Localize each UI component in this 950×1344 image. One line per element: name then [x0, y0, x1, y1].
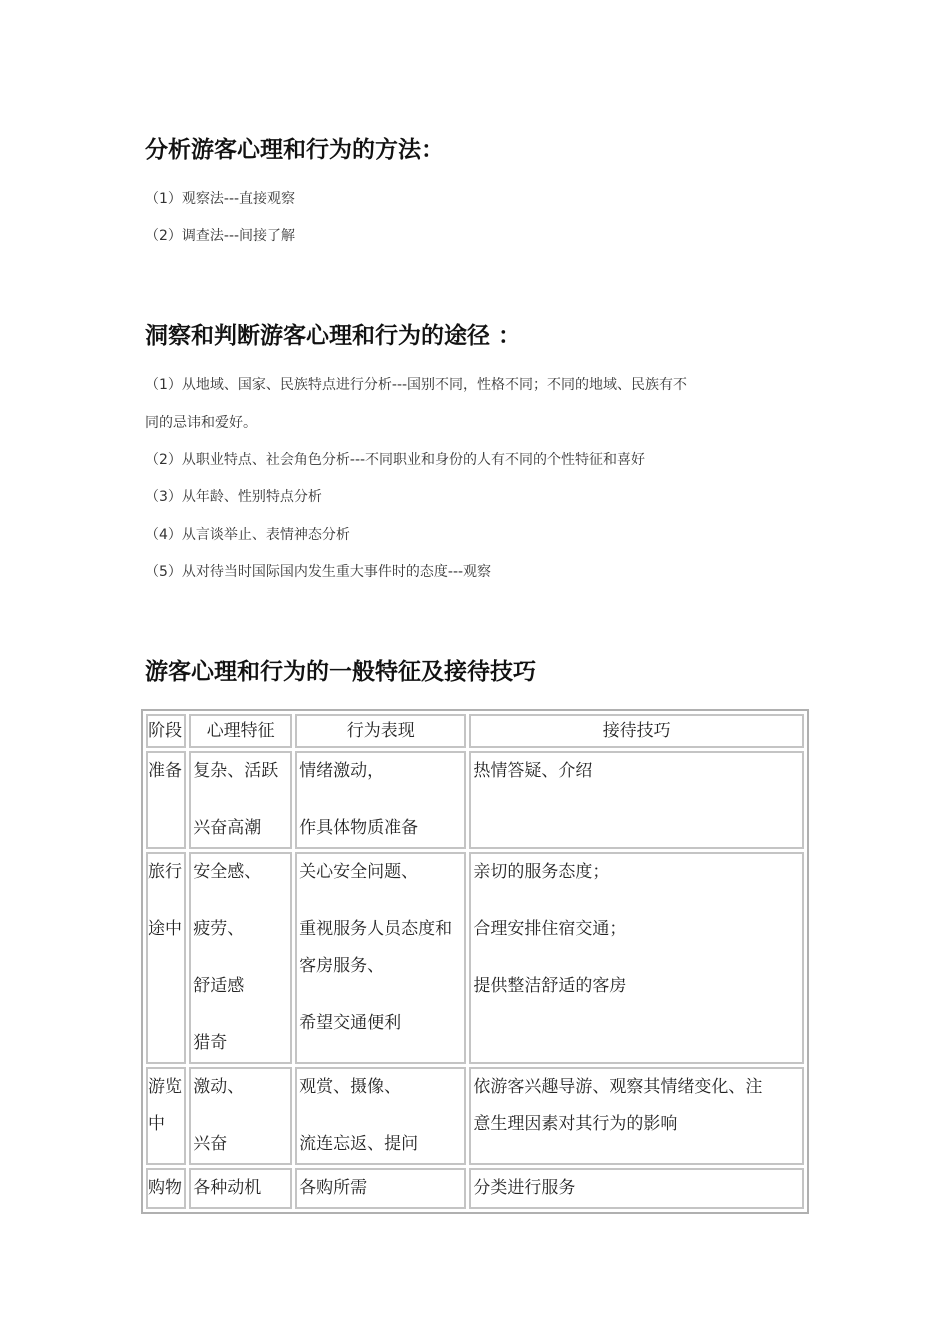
approach-item-1a: （1）从地域、国家、民族特点进行分析---国别不同，性格不同；不同的地域、民族有不	[145, 377, 688, 393]
section-title-characteristics: 游客心理和行为的一般特征及接待技巧	[145, 659, 536, 685]
stage-text: 游览	[148, 1077, 182, 1097]
behavior-text: 客房服务、	[299, 956, 385, 976]
approach-item-4: （4）从言谈举止、表情神态分析	[145, 527, 350, 543]
stage-cell	[146, 751, 186, 849]
psychology-cell	[189, 1067, 292, 1165]
approach-item-5: （5）从对待当时国际国内发生重大事件时的态度---观察	[145, 564, 492, 580]
technique-text: 依游客兴趣导游、观察其情绪变化、注	[473, 1077, 763, 1097]
technique-cell	[469, 751, 804, 849]
stage-text: 途中	[148, 919, 182, 939]
psychology-text: 激动、	[193, 1077, 245, 1097]
table-row	[146, 852, 804, 1064]
psychology-text: 舒适感	[193, 976, 245, 996]
behavior-text: 各购所需	[299, 1178, 368, 1198]
table-row	[146, 1067, 804, 1165]
behavior-cell	[295, 751, 466, 849]
psychology-text: 复杂、活跃	[193, 761, 279, 781]
technique-cell	[469, 1168, 804, 1209]
psychology-text: 兴奋	[193, 1134, 228, 1154]
psychology-text: 各种动机	[193, 1178, 262, 1198]
behavior-text: 作具体物质准备	[299, 818, 419, 838]
psychology-cell	[189, 1168, 292, 1209]
technique-text: 合理安排住宿交通；	[473, 919, 627, 939]
psychology-text: 兴奋高潮	[193, 818, 262, 838]
behavior-cell	[295, 852, 466, 1064]
psychology-cell	[189, 852, 292, 1064]
behavior-text: 关心安全问题、	[299, 862, 419, 882]
technique-text: 亲切的服务态度；	[473, 862, 610, 882]
table-row	[146, 751, 804, 849]
behavior-text: 观赏、摄像、	[299, 1077, 402, 1097]
stage-cell	[146, 1067, 186, 1165]
technique-text: 分类进行服务	[473, 1178, 576, 1198]
method-item-1: （1）观察法---直接观察	[145, 191, 296, 207]
header-stage: 阶段	[146, 714, 186, 748]
technique-cell	[469, 852, 804, 1064]
behavior-cell	[295, 1168, 466, 1209]
method-item-2: （2）调查法---间接了解	[145, 228, 296, 244]
behavior-text: 希望交通便利	[299, 1013, 402, 1033]
table-row	[146, 1168, 804, 1209]
behavior-text: 重视服务人员态度和	[299, 919, 453, 939]
characteristics-table	[141, 709, 809, 1214]
behavior-text: 流连忘返、提问	[299, 1134, 419, 1154]
approach-item-1b: 同的忌讳和爱好。	[145, 415, 257, 431]
section-title-approaches: 洞察和判断游客心理和行为的途径 ：	[145, 323, 522, 349]
stage-text: 购物	[148, 1178, 182, 1198]
psychology-cell	[189, 751, 292, 849]
stage-text: 准备	[148, 761, 182, 781]
stage-cell	[146, 1168, 186, 1209]
approach-item-3: （3）从年龄、性别特点分析	[145, 489, 322, 505]
technique-text: 提供整洁舒适的客房	[473, 976, 627, 996]
technique-cell	[469, 1067, 804, 1165]
stage-text: 中	[148, 1114, 165, 1134]
psychology-text: 安全感、	[193, 862, 262, 882]
header-behavior: 行为表现	[295, 714, 466, 748]
stage-cell	[146, 852, 186, 1064]
approach-item-2: （2）从职业特点、社会角色分析---不同职业和身份的人有不同的个性特征和喜好	[145, 452, 646, 468]
psychology-text: 疲劳、	[193, 919, 245, 939]
behavior-cell	[295, 1067, 466, 1165]
header-technique: 接待技巧	[469, 714, 804, 748]
stage-text: 旅行	[148, 862, 182, 882]
behavior-text: 情绪激动，	[299, 761, 385, 781]
section-title-methods: 分析游客心理和行为的方法：	[145, 137, 444, 163]
psychology-text: 猎奇	[193, 1033, 228, 1053]
table-header-row	[146, 714, 804, 748]
technique-text: 热情答疑、介绍	[473, 761, 593, 781]
header-psychology: 心理特征	[189, 714, 292, 748]
technique-text: 意生理因素对其行为的影响	[473, 1114, 678, 1134]
